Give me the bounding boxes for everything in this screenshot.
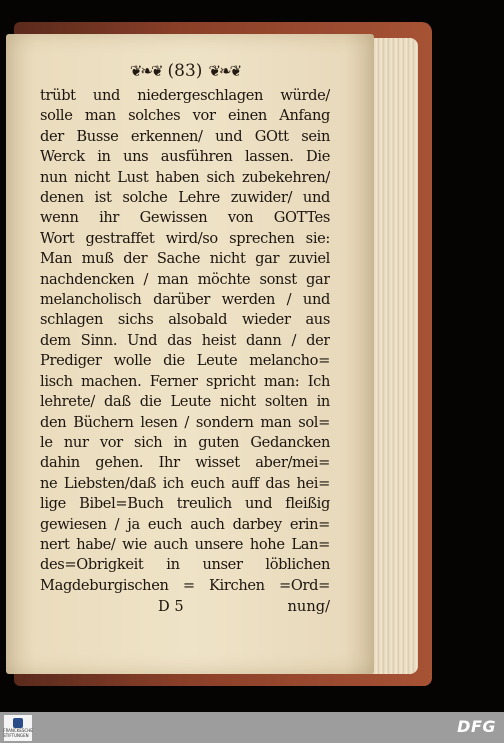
text-line: Werck in uns ausführen lassen. Die bbox=[40, 148, 330, 166]
text-line: dem Sinn. Und das heist dann / der bbox=[40, 331, 330, 349]
page-header bbox=[120, 58, 250, 84]
page-number: (83) bbox=[167, 61, 203, 81]
catchword: nung/ bbox=[287, 598, 330, 615]
text-line: Man muß der Sache nicht gar zuviel bbox=[40, 250, 330, 268]
page-fore-edge bbox=[370, 38, 418, 674]
text-line: le nur vor sich in guten Gedancken bbox=[40, 433, 330, 451]
text-line: nun nicht Lust haben sich zubekehren/ bbox=[40, 168, 330, 186]
text-line: lisch machen. Ferner spricht man: Ich bbox=[40, 372, 330, 390]
text-line: lige Bibel=Buch treulich und fleißig bbox=[40, 495, 330, 513]
header-ornament-right: ❦❧❦ bbox=[208, 62, 241, 80]
text-line: ne Liebsten/daß ich euch auff das hei= bbox=[40, 474, 330, 492]
text-line: den Büchern lesen / sondern man sol= bbox=[40, 413, 330, 431]
header-ornament-left: ❦❧❦ bbox=[129, 62, 162, 80]
page-footer bbox=[40, 598, 330, 620]
text-line: denen ist solche Lehre zuwider/ und bbox=[40, 189, 330, 207]
text-line: trübt und niedergeschlagen würde/ bbox=[40, 87, 330, 104]
text-line: melancholisch darüber werden / und bbox=[40, 291, 330, 309]
text-line: schlagen sichs alsobald wieder aus bbox=[40, 311, 330, 329]
text-line: dahin gehen. Ihr wisset aber/mei= bbox=[40, 454, 330, 472]
text-line: nert habe/ wie auch unsere hohe Lan= bbox=[40, 535, 330, 553]
text-line: des=Obrigkeit in unser löblichen bbox=[40, 556, 330, 574]
text-line: Wort gestraffet wird/so sprechen sie: bbox=[40, 229, 330, 247]
text-line: nachdencken / man möchte sonst gar bbox=[40, 270, 330, 288]
text-line: gewiesen / ja euch auch darbey erin= bbox=[40, 515, 330, 533]
text-line: Magdeburgischen = Kirchen =Ord= bbox=[40, 576, 330, 594]
signature-mark: D 5 bbox=[158, 598, 184, 615]
logo-caption: FRANCKESCHE STIFTUNGEN bbox=[3, 728, 33, 738]
body-text bbox=[40, 86, 330, 596]
text-line: Prediger wolle die Leute melancho= bbox=[40, 352, 330, 370]
logo-mark-icon bbox=[13, 718, 23, 728]
text-line: wenn ihr Gewissen von GOTTes bbox=[40, 209, 330, 227]
institution-logo[interactable] bbox=[4, 715, 32, 741]
text-line: solle man solches vor einen Anfang bbox=[40, 107, 330, 125]
text-line: lehrete/ daß die Leute nicht solten in bbox=[40, 393, 330, 411]
dfg-logo[interactable]: DFG bbox=[457, 717, 496, 736]
text-line: der Busse erkennen/ und GOtt sein bbox=[40, 127, 330, 145]
viewer-footer-bar bbox=[0, 712, 504, 743]
